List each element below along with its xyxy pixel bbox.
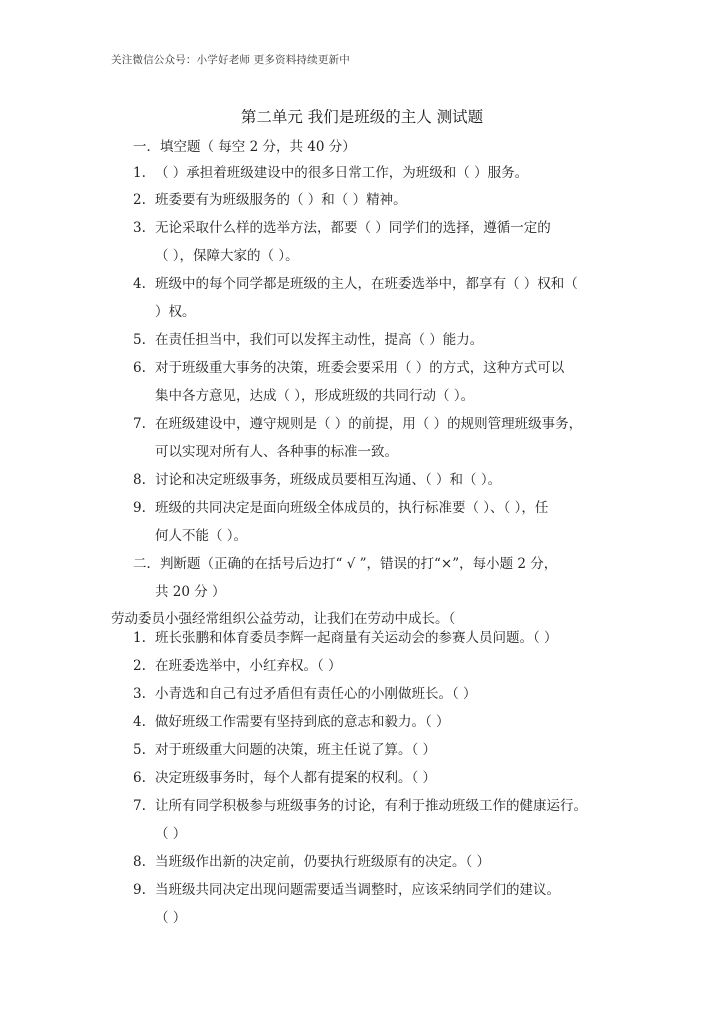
question-item-s2-7 xyxy=(133,796,587,816)
question-number: 6. xyxy=(133,770,146,786)
question-item-s2-4 xyxy=(133,712,450,732)
question-text-continued: 可以实现对所有人、各种事的标准一致。 xyxy=(155,444,398,460)
question-number: 7. xyxy=(133,416,146,432)
question-number: 4. xyxy=(133,714,146,730)
header-note: 关注微信公众号：小学好老师 更多资料持续更新中 xyxy=(111,54,350,66)
question-number: 9. xyxy=(133,882,146,898)
question-text-continued: 集中各方意见，达成（ ），形成班级的共同行动（ ）。 xyxy=(155,388,475,404)
question-text: 班长张鹏和体育委员李辉一起商量有关运动会的参赛人员问题。（ ） xyxy=(155,630,558,646)
question-item-s1-2 xyxy=(133,190,407,210)
question-item-s2-9 xyxy=(133,880,560,900)
question-number: 1. xyxy=(133,165,146,181)
question-number: 8. xyxy=(133,854,146,870)
question-item-s1-8 xyxy=(133,470,501,490)
question-text: 做好班级工作需要有坚持到底的意志和毅力。（ ） xyxy=(155,714,450,730)
question-text-continued: （ ） xyxy=(155,826,187,842)
question-text: 让所有同学积极参与班级事务的讨论，有利于推动班级工作的健康运行。 xyxy=(155,798,587,814)
question-number: 1. xyxy=(133,630,146,646)
question-text: 在班级建设中，遵守规则是（ ）的前提，用（ ）的规则管理班级事务， xyxy=(155,416,583,432)
question-number: 6. xyxy=(133,360,146,376)
question-number: 2. xyxy=(133,658,146,674)
question-number: 7. xyxy=(133,798,146,814)
question-item-s2-8 xyxy=(133,852,490,872)
question-item-s2-5 xyxy=(133,740,436,760)
question-item-s2-1 xyxy=(133,628,558,648)
question-text: 对于班级重大事务的决策，班委会要采用（ ）的方式，这种方式可以 xyxy=(155,360,565,376)
question-item-s1-7 xyxy=(133,414,582,434)
question-text: 当班级共同决定出现问题需要适当调整时，应该采纳同学们的建议。 xyxy=(155,882,560,898)
page-title: 第二单元 我们是班级的主人 测试题 xyxy=(240,108,484,126)
question-text: 班级中的每个同学都是班级的主人，在班委选举中，都享有（ ）权和（ xyxy=(155,276,578,292)
question-number: 4. xyxy=(133,276,146,292)
question-text: 班委要有为班级服务的（ ）和（ ）精神。 xyxy=(155,192,407,208)
question-text: 在班委选举中，小红弃权。（ ） xyxy=(155,658,342,674)
question-text: 在责任担当中，我们可以发挥主动性，提高（ ）能力。 xyxy=(155,332,484,348)
question-text-continued: （ ） xyxy=(155,910,187,926)
question-text: 讨论和决定班级事务，班级成员要相互沟通、（ ）和（ ）。 xyxy=(155,472,502,488)
question-item-s2-2 xyxy=(133,656,342,676)
question-number: 5. xyxy=(133,742,146,758)
question-number: 9. xyxy=(133,500,146,516)
question-item-s1-9 xyxy=(133,498,548,518)
question-text: 当班级作出新的决定前，仍要执行班级原有的决定。（ ） xyxy=(155,854,491,870)
question-number: 5. xyxy=(133,332,146,348)
question-number: 3. xyxy=(133,220,146,236)
question-text-continued: （ ），保障大家的（ ）。 xyxy=(155,248,299,264)
question-text-continued: ）权。 xyxy=(155,304,196,320)
question-item-s1-1 xyxy=(133,163,528,183)
section2-heading-continued: 共 20 分 ） xyxy=(155,584,226,600)
question-item-s2-3 xyxy=(133,684,477,704)
question-number: 3. xyxy=(133,686,146,702)
question-text: 小青选和自己有过矛盾但有责任心的小刚做班长。（ ） xyxy=(155,686,477,702)
section1-heading: 一．填空题（ 每空 2 分，共 40 分） xyxy=(133,139,356,155)
section2-heading: 二．判断题（正确的在括号后边打“ √ ”，错误的打“×”，每小题 2 分， xyxy=(133,556,558,572)
question-number: 8. xyxy=(133,472,146,488)
question-item-s1-3 xyxy=(133,218,551,238)
question-item-s1-6 xyxy=(133,358,564,378)
question-text-continued: 何人不能（ ）。 xyxy=(155,528,248,544)
question-item-s1-5 xyxy=(133,330,483,350)
question-item-s2-6 xyxy=(133,768,436,788)
question-text: （ ）承担着班级建设中的很多日常工作，为班级和（ ）服务。 xyxy=(155,165,529,181)
question-number: 2. xyxy=(133,192,146,208)
section2-intro: 劳动委员小强经常组织公益劳动，让我们在劳动中成长。（ xyxy=(111,611,456,627)
question-text: 决定班级事务时，每个人都有提案的权利。（ ） xyxy=(155,770,437,786)
question-item-s1-4 xyxy=(133,274,578,294)
question-text: 对于班级重大问题的决策，班主任说了算。（ ） xyxy=(155,742,437,758)
question-text: 无论采取什么样的选举方法，都要（ ）同学们的选择，遵循一定的 xyxy=(155,220,551,236)
question-text: 班级的共同决定是面向班级全体成员的，执行标准要（ ）、（ ），任 xyxy=(155,500,549,516)
